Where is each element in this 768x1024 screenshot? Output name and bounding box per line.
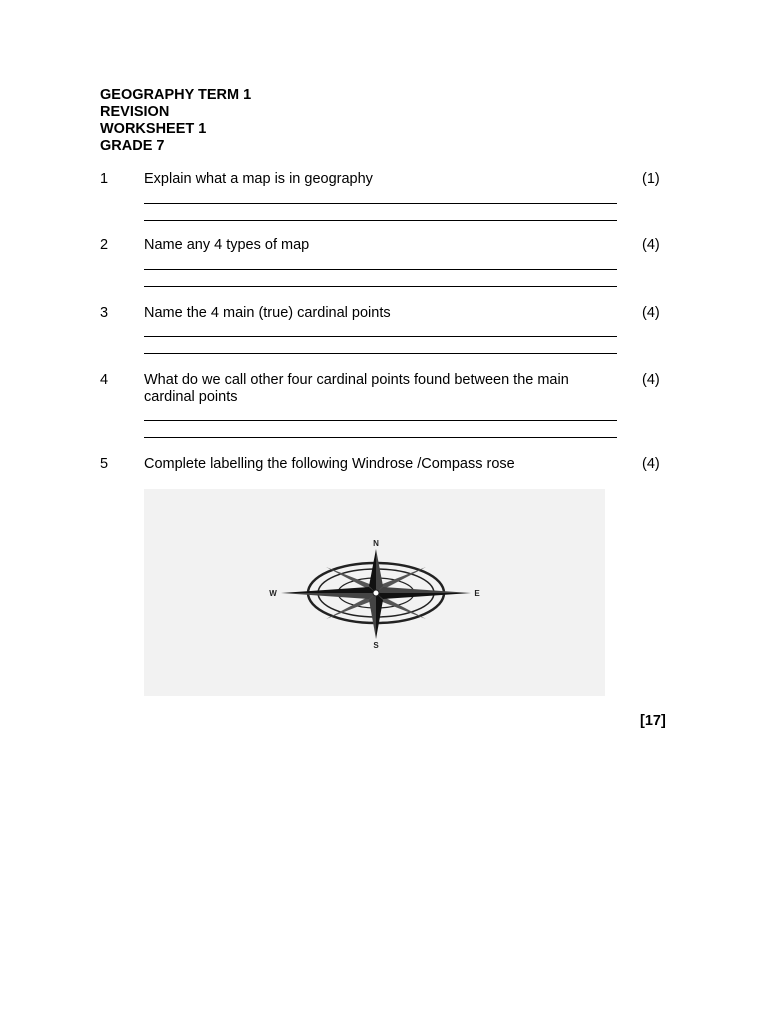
question-number: 3 (100, 305, 109, 321)
question-number: 5 (100, 456, 109, 472)
question-number: 1 (100, 171, 109, 187)
compass-rose-icon (144, 489, 605, 696)
question-number: 4 (100, 372, 109, 388)
header-grade: GRADE 7 (100, 138, 165, 154)
question-marks: (4) (642, 456, 660, 472)
compass-label-south: S (373, 641, 379, 650)
answer-line[interactable] (144, 420, 617, 421)
question-marks: (4) (642, 237, 660, 253)
question-text: Name any 4 types of map (144, 237, 310, 253)
compass-label-north: N (373, 539, 379, 548)
question-text: Explain what a map is in geography (144, 171, 373, 187)
answer-line[interactable] (144, 220, 617, 221)
answer-line[interactable] (144, 437, 617, 438)
header-subject: GEOGRAPHY TERM 1 (100, 87, 252, 103)
worksheet-header (100, 87, 251, 155)
compass-label-east: E (474, 589, 480, 598)
answer-line[interactable] (144, 203, 617, 204)
question-marks: (4) (642, 305, 660, 321)
question-number: 2 (100, 237, 109, 253)
question-marks: (1) (642, 171, 660, 187)
question-marks: (4) (642, 372, 660, 388)
header-revision: REVISION (100, 104, 170, 120)
compass-rose-image (144, 489, 605, 696)
answer-line[interactable] (144, 286, 617, 287)
question-text: What do we call other four cardinal points found between the main cardinal points (144, 372, 569, 405)
header-worksheet: WORKSHEET 1 (100, 121, 207, 137)
question-text: Complete labelling the following Windrose /Compass rose (144, 456, 515, 472)
answer-line[interactable] (144, 269, 617, 270)
answer-line[interactable] (144, 336, 617, 337)
total-marks: [17] (640, 713, 666, 729)
answer-line[interactable] (144, 353, 617, 354)
question-text: Name the 4 main (true) cardinal points (144, 305, 391, 321)
compass-label-west: W (269, 589, 277, 598)
